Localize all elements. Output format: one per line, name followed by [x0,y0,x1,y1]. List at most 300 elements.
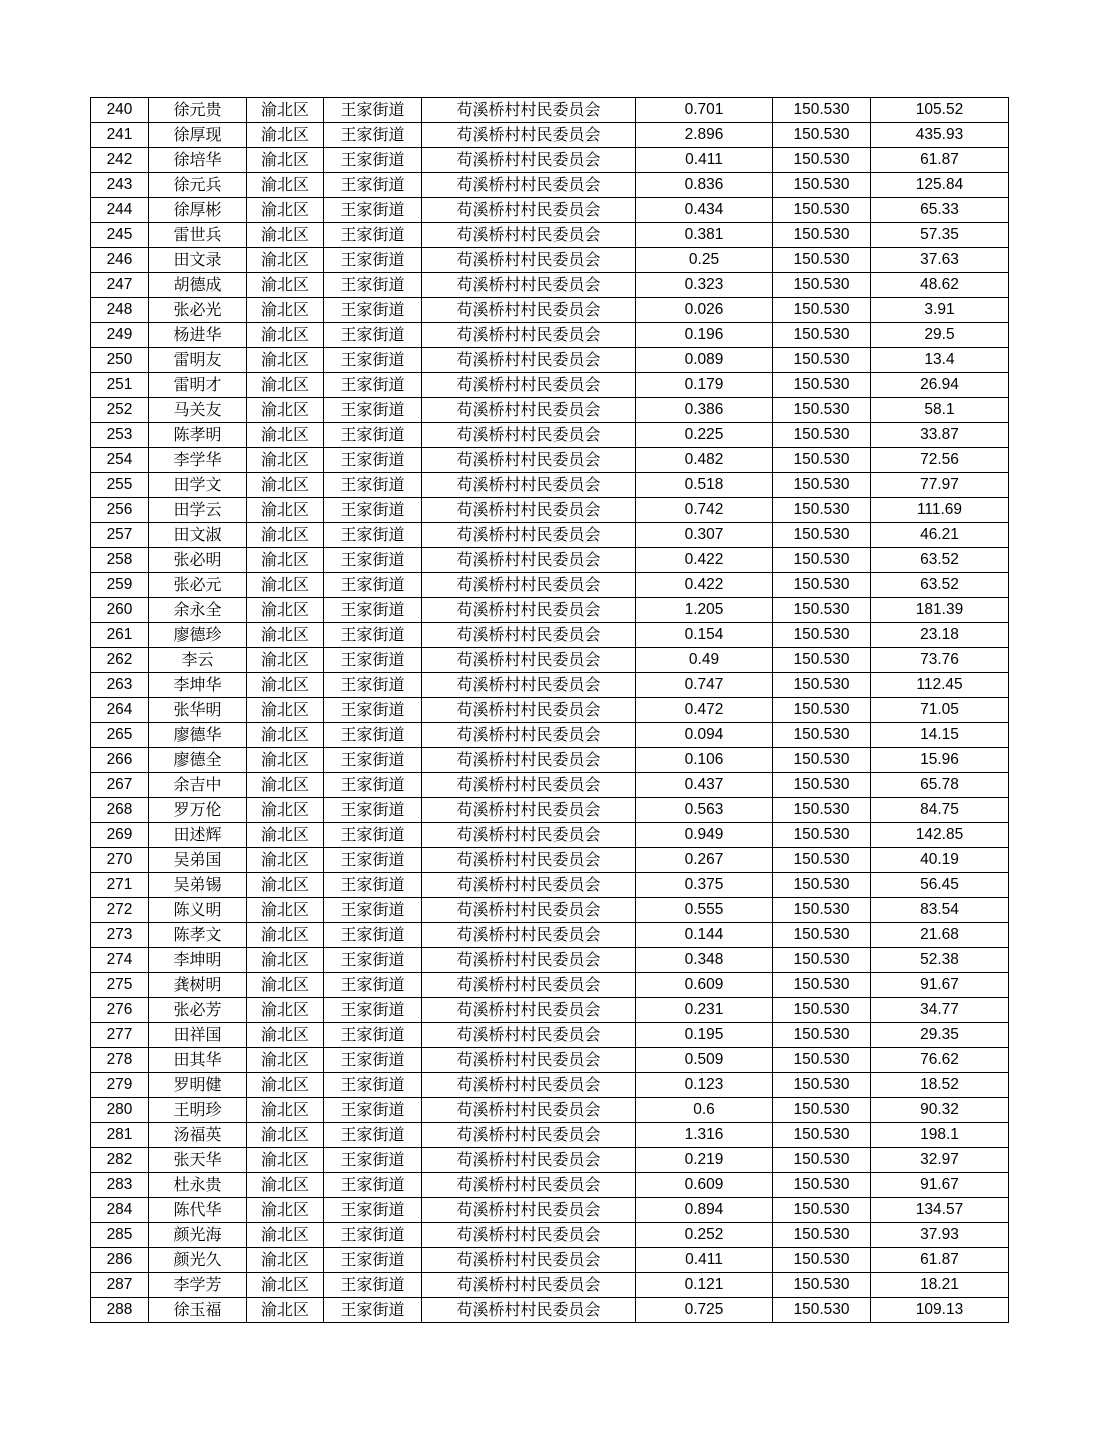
amount-cell: 18.21 [871,1273,1009,1298]
area-cell: 0.563 [636,798,773,823]
row-number-cell: 277 [91,1023,149,1048]
rate-cell: 150.530 [773,698,871,723]
committee-cell: 苟溪桥村村民委员会 [422,523,636,548]
street-cell: 王家街道 [324,173,422,198]
row-number-cell: 263 [91,673,149,698]
rate-cell: 150.530 [773,873,871,898]
table-row [91,398,1009,423]
name-cell: 雷明友 [149,348,247,373]
name-cell: 张必元 [149,573,247,598]
area-cell: 0.154 [636,623,773,648]
table-row [91,573,1009,598]
name-cell: 罗万伦 [149,798,247,823]
name-cell: 雷世兵 [149,223,247,248]
amount-cell: 181.39 [871,598,1009,623]
table-row [91,948,1009,973]
table-row [91,1123,1009,1148]
district-cell: 渝北区 [247,373,324,398]
name-cell: 罗明健 [149,1073,247,1098]
rate-cell: 150.530 [773,1073,871,1098]
district-cell: 渝北区 [247,248,324,273]
street-cell: 王家街道 [324,298,422,323]
district-cell: 渝北区 [247,173,324,198]
amount-cell: 91.67 [871,1173,1009,1198]
table-row [91,1098,1009,1123]
rate-cell: 150.530 [773,798,871,823]
rate-cell: 150.530 [773,1223,871,1248]
row-number-cell: 250 [91,348,149,373]
rate-cell: 150.530 [773,348,871,373]
rate-cell: 150.530 [773,973,871,998]
table-row [91,1223,1009,1248]
amount-cell: 14.15 [871,723,1009,748]
committee-cell: 苟溪桥村村民委员会 [422,823,636,848]
table-row [91,373,1009,398]
area-cell: 0.609 [636,973,773,998]
table-row [91,723,1009,748]
rate-cell: 150.530 [773,323,871,348]
district-cell: 渝北区 [247,998,324,1023]
committee-cell: 苟溪桥村村民委员会 [422,323,636,348]
committee-cell: 苟溪桥村村民委员会 [422,1198,636,1223]
row-number-cell: 261 [91,623,149,648]
rate-cell: 150.530 [773,398,871,423]
table-row [91,123,1009,148]
rate-cell: 150.530 [773,1123,871,1148]
amount-cell: 56.45 [871,873,1009,898]
committee-cell: 苟溪桥村村民委员会 [422,573,636,598]
name-cell: 田文淑 [149,523,247,548]
area-cell: 0.747 [636,673,773,698]
committee-cell: 苟溪桥村村民委员会 [422,123,636,148]
name-cell: 陈代华 [149,1198,247,1223]
row-number-cell: 285 [91,1223,149,1248]
committee-cell: 苟溪桥村村民委员会 [422,448,636,473]
district-cell: 渝北区 [247,1098,324,1123]
name-cell: 廖德珍 [149,623,247,648]
committee-cell: 苟溪桥村村民委员会 [422,1273,636,1298]
area-cell: 0.179 [636,373,773,398]
table-row [91,298,1009,323]
amount-cell: 52.38 [871,948,1009,973]
amount-cell: 13.4 [871,348,1009,373]
committee-cell: 苟溪桥村村民委员会 [422,748,636,773]
area-cell: 0.836 [636,173,773,198]
area-cell: 0.701 [636,98,773,123]
street-cell: 王家街道 [324,898,422,923]
district-cell: 渝北区 [247,498,324,523]
area-cell: 0.094 [636,723,773,748]
amount-cell: 61.87 [871,148,1009,173]
street-cell: 王家街道 [324,273,422,298]
street-cell: 王家街道 [324,748,422,773]
row-number-cell: 288 [91,1298,149,1323]
area-cell: 0.348 [636,948,773,973]
amount-cell: 32.97 [871,1148,1009,1173]
table-row [91,498,1009,523]
name-cell: 李学华 [149,448,247,473]
row-number-cell: 280 [91,1098,149,1123]
rate-cell: 150.530 [773,923,871,948]
area-cell: 0.482 [636,448,773,473]
amount-cell: 37.63 [871,248,1009,273]
table-row [91,323,1009,348]
rate-cell: 150.530 [773,898,871,923]
district-cell: 渝北区 [247,98,324,123]
committee-cell: 苟溪桥村村民委员会 [422,923,636,948]
rate-cell: 150.530 [773,1298,871,1323]
table-row [91,998,1009,1023]
row-number-cell: 283 [91,1173,149,1198]
amount-cell: 84.75 [871,798,1009,823]
rate-cell: 150.530 [773,598,871,623]
row-number-cell: 258 [91,548,149,573]
row-number-cell: 264 [91,698,149,723]
district-cell: 渝北区 [247,473,324,498]
committee-cell: 苟溪桥村村民委员会 [422,1098,636,1123]
street-cell: 王家街道 [324,1173,422,1198]
name-cell: 马关友 [149,398,247,423]
table-row [91,648,1009,673]
area-cell: 0.386 [636,398,773,423]
name-cell: 廖德全 [149,748,247,773]
row-number-cell: 273 [91,923,149,948]
district-cell: 渝北区 [247,1073,324,1098]
amount-cell: 105.52 [871,98,1009,123]
area-cell: 0.894 [636,1198,773,1223]
name-cell: 杨进华 [149,323,247,348]
name-cell: 徐厚现 [149,123,247,148]
district-cell: 渝北区 [247,198,324,223]
rate-cell: 150.530 [773,1048,871,1073]
committee-cell: 苟溪桥村村民委员会 [422,223,636,248]
table-row [91,198,1009,223]
table-row [91,1298,1009,1323]
name-cell: 胡德成 [149,273,247,298]
district-cell: 渝北区 [247,923,324,948]
amount-cell: 83.54 [871,898,1009,923]
rate-cell: 150.530 [773,1023,871,1048]
street-cell: 王家街道 [324,698,422,723]
committee-cell: 苟溪桥村村民委员会 [422,998,636,1023]
district-cell: 渝北区 [247,448,324,473]
name-cell: 李坤明 [149,948,247,973]
name-cell: 徐玉福 [149,1298,247,1323]
area-cell: 0.106 [636,748,773,773]
district-cell: 渝北区 [247,1298,324,1323]
rate-cell: 150.530 [773,1273,871,1298]
area-cell: 0.422 [636,548,773,573]
street-cell: 王家街道 [324,248,422,273]
street-cell: 王家街道 [324,198,422,223]
district-cell: 渝北区 [247,698,324,723]
amount-cell: 3.91 [871,298,1009,323]
district-cell: 渝北区 [247,673,324,698]
area-cell: 0.411 [636,1248,773,1273]
district-cell: 渝北区 [247,573,324,598]
street-cell: 王家街道 [324,823,422,848]
name-cell: 陈孝文 [149,923,247,948]
district-cell: 渝北区 [247,273,324,298]
name-cell: 汤福英 [149,1123,247,1148]
district-cell: 渝北区 [247,348,324,373]
amount-cell: 34.77 [871,998,1009,1023]
committee-cell: 苟溪桥村村民委员会 [422,1148,636,1173]
committee-cell: 苟溪桥村村民委员会 [422,298,636,323]
district-cell: 渝北区 [247,723,324,748]
district-cell: 渝北区 [247,1023,324,1048]
district-cell: 渝北区 [247,1248,324,1273]
district-cell: 渝北区 [247,523,324,548]
rate-cell: 150.530 [773,548,871,573]
row-number-cell: 266 [91,748,149,773]
district-cell: 渝北区 [247,298,324,323]
area-cell: 0.742 [636,498,773,523]
amount-cell: 18.52 [871,1073,1009,1098]
street-cell: 王家街道 [324,723,422,748]
rate-cell: 150.530 [773,223,871,248]
committee-cell: 苟溪桥村村民委员会 [422,273,636,298]
amount-cell: 90.32 [871,1098,1009,1123]
rate-cell: 150.530 [773,148,871,173]
district-cell: 渝北区 [247,623,324,648]
rate-cell: 150.530 [773,98,871,123]
street-cell: 王家街道 [324,348,422,373]
row-number-cell: 265 [91,723,149,748]
street-cell: 王家街道 [324,123,422,148]
area-cell: 0.267 [636,848,773,873]
committee-cell: 苟溪桥村村民委员会 [422,423,636,448]
table-row [91,698,1009,723]
street-cell: 王家街道 [324,548,422,573]
street-cell: 王家街道 [324,623,422,648]
row-number-cell: 287 [91,1273,149,1298]
row-number-cell: 274 [91,948,149,973]
rate-cell: 150.530 [773,423,871,448]
rate-cell: 150.530 [773,623,871,648]
street-cell: 王家街道 [324,1098,422,1123]
district-cell: 渝北区 [247,748,324,773]
name-cell: 龚树明 [149,973,247,998]
row-number-cell: 257 [91,523,149,548]
street-cell: 王家街道 [324,448,422,473]
amount-cell: 112.45 [871,673,1009,698]
committee-cell: 苟溪桥村村民委员会 [422,948,636,973]
data-table [90,97,1009,1323]
area-cell: 0.375 [636,873,773,898]
amount-cell: 77.97 [871,473,1009,498]
table-row [91,248,1009,273]
amount-cell: 198.1 [871,1123,1009,1148]
rate-cell: 150.530 [773,1098,871,1123]
row-number-cell: 242 [91,148,149,173]
committee-cell: 苟溪桥村村民委员会 [422,1298,636,1323]
table-row [91,848,1009,873]
area-cell: 0.6 [636,1098,773,1123]
name-cell: 王明珍 [149,1098,247,1123]
row-number-cell: 244 [91,198,149,223]
committee-cell: 苟溪桥村村民委员会 [422,673,636,698]
committee-cell: 苟溪桥村村民委员会 [422,623,636,648]
district-cell: 渝北区 [247,1273,324,1298]
row-number-cell: 246 [91,248,149,273]
row-number-cell: 286 [91,1248,149,1273]
street-cell: 王家街道 [324,98,422,123]
row-number-cell: 248 [91,298,149,323]
row-number-cell: 270 [91,848,149,873]
name-cell: 田述辉 [149,823,247,848]
area-cell: 2.896 [636,123,773,148]
district-cell: 渝北区 [247,948,324,973]
amount-cell: 48.62 [871,273,1009,298]
committee-cell: 苟溪桥村村民委员会 [422,848,636,873]
table-row [91,598,1009,623]
street-cell: 王家街道 [324,398,422,423]
table-row [91,1173,1009,1198]
area-cell: 0.219 [636,1148,773,1173]
committee-cell: 苟溪桥村村民委员会 [422,373,636,398]
street-cell: 王家街道 [324,573,422,598]
name-cell: 张必光 [149,298,247,323]
district-cell: 渝北区 [247,648,324,673]
area-cell: 0.196 [636,323,773,348]
area-cell: 0.437 [636,773,773,798]
area-cell: 0.25 [636,248,773,273]
rate-cell: 150.530 [773,123,871,148]
table-row [91,523,1009,548]
committee-cell: 苟溪桥村村民委员会 [422,1123,636,1148]
area-cell: 0.411 [636,148,773,173]
committee-cell: 苟溪桥村村民委员会 [422,1073,636,1098]
rate-cell: 150.530 [773,448,871,473]
row-number-cell: 254 [91,448,149,473]
name-cell: 陈义明 [149,898,247,923]
committee-cell: 苟溪桥村村民委员会 [422,398,636,423]
area-cell: 0.49 [636,648,773,673]
table-row [91,773,1009,798]
table-row [91,673,1009,698]
area-cell: 0.121 [636,1273,773,1298]
name-cell: 李云 [149,648,247,673]
district-cell: 渝北区 [247,423,324,448]
amount-cell: 125.84 [871,173,1009,198]
table-row [91,1148,1009,1173]
area-cell: 0.144 [636,923,773,948]
row-number-cell: 251 [91,373,149,398]
street-cell: 王家街道 [324,1048,422,1073]
table-row [91,1073,1009,1098]
street-cell: 王家街道 [324,1073,422,1098]
area-cell: 0.225 [636,423,773,448]
rate-cell: 150.530 [773,1198,871,1223]
name-cell: 吴弟锡 [149,873,247,898]
district-cell: 渝北区 [247,1048,324,1073]
table-row [91,348,1009,373]
amount-cell: 46.21 [871,523,1009,548]
committee-cell: 苟溪桥村村民委员会 [422,98,636,123]
amount-cell: 29.35 [871,1023,1009,1048]
row-number-cell: 284 [91,1198,149,1223]
table-row [91,98,1009,123]
committee-cell: 苟溪桥村村民委员会 [422,973,636,998]
area-cell: 0.323 [636,273,773,298]
amount-cell: 72.56 [871,448,1009,473]
area-cell: 0.518 [636,473,773,498]
name-cell: 杜永贵 [149,1173,247,1198]
row-number-cell: 269 [91,823,149,848]
name-cell: 田学云 [149,498,247,523]
amount-cell: 63.52 [871,573,1009,598]
name-cell: 田其华 [149,1048,247,1073]
name-cell: 陈孝明 [149,423,247,448]
name-cell: 张天华 [149,1148,247,1173]
row-number-cell: 240 [91,98,149,123]
table-row [91,923,1009,948]
table-row [91,1023,1009,1048]
table-row [91,448,1009,473]
amount-cell: 142.85 [871,823,1009,848]
rate-cell: 150.530 [773,823,871,848]
committee-cell: 苟溪桥村村民委员会 [422,873,636,898]
rate-cell: 150.530 [773,373,871,398]
rate-cell: 150.530 [773,498,871,523]
table-row [91,473,1009,498]
rate-cell: 150.530 [773,1248,871,1273]
rate-cell: 150.530 [773,473,871,498]
area-cell: 0.434 [636,198,773,223]
street-cell: 王家街道 [324,1273,422,1298]
rate-cell: 150.530 [773,748,871,773]
district-cell: 渝北区 [247,323,324,348]
row-number-cell: 256 [91,498,149,523]
street-cell: 王家街道 [324,1298,422,1323]
district-cell: 渝北区 [247,123,324,148]
row-number-cell: 268 [91,798,149,823]
street-cell: 王家街道 [324,498,422,523]
name-cell: 颜光久 [149,1248,247,1273]
area-cell: 0.123 [636,1073,773,1098]
committee-cell: 苟溪桥村村民委员会 [422,473,636,498]
district-cell: 渝北区 [247,1198,324,1223]
area-cell: 0.231 [636,998,773,1023]
amount-cell: 29.5 [871,323,1009,348]
street-cell: 王家街道 [324,673,422,698]
district-cell: 渝北区 [247,898,324,923]
district-cell: 渝北区 [247,1223,324,1248]
table-row [91,223,1009,248]
amount-cell: 58.1 [871,398,1009,423]
row-number-cell: 282 [91,1148,149,1173]
street-cell: 王家街道 [324,523,422,548]
committee-cell: 苟溪桥村村民委员会 [422,798,636,823]
table-row [91,623,1009,648]
street-cell: 王家街道 [324,773,422,798]
area-cell: 0.949 [636,823,773,848]
row-number-cell: 279 [91,1073,149,1098]
committee-cell: 苟溪桥村村民委员会 [422,1248,636,1273]
row-number-cell: 271 [91,873,149,898]
committee-cell: 苟溪桥村村民委员会 [422,173,636,198]
row-number-cell: 272 [91,898,149,923]
district-cell: 渝北区 [247,798,324,823]
district-cell: 渝北区 [247,398,324,423]
amount-cell: 65.33 [871,198,1009,223]
row-number-cell: 276 [91,998,149,1023]
row-number-cell: 253 [91,423,149,448]
row-number-cell: 247 [91,273,149,298]
name-cell: 徐厚彬 [149,198,247,223]
name-cell: 徐培华 [149,148,247,173]
